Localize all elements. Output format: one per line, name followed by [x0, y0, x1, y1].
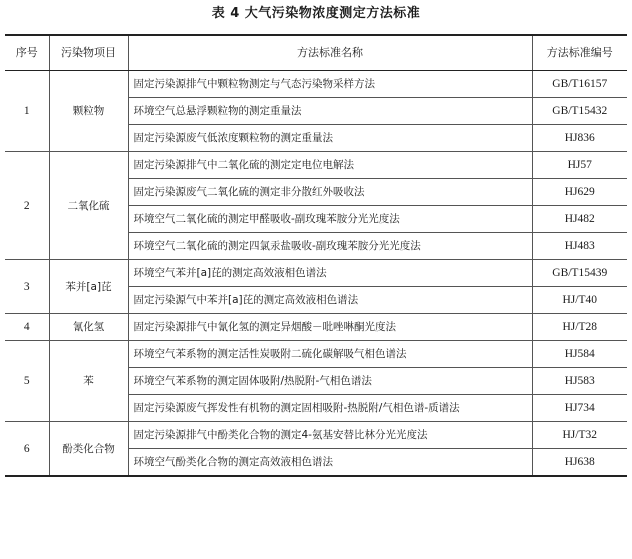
row-method: 环境空气苯并[a]芘的测定高效液相色谱法 [128, 260, 532, 287]
table-header-row [5, 35, 627, 71]
row-method: 固定污染源排气中氰化氢的测定异烟酸－吡唑啉酮光度法 [128, 314, 532, 341]
row-method: 固定污染源排气中酚类化合物的测定4-氨基安替比林分光光度法 [128, 422, 532, 449]
row-code: HJ583 [532, 368, 627, 395]
row-pollutant: 二氧化硫 [49, 152, 128, 260]
row-code: HJ/T28 [532, 314, 627, 341]
row-index: 1 [5, 71, 49, 152]
table-row [5, 341, 627, 368]
row-code: HJ483 [532, 233, 627, 260]
row-code: HJ638 [532, 449, 627, 477]
table-row [5, 260, 627, 287]
table-row [5, 314, 627, 341]
row-code: GB/T16157 [532, 71, 627, 98]
table-row [5, 422, 627, 449]
row-pollutant: 苯 [49, 341, 128, 422]
row-pollutant: 酚类化合物 [49, 422, 128, 477]
row-code: GB/T15439 [532, 260, 627, 287]
row-method: 固定污染源气中苯并[a]芘的测定高效液相色谱法 [128, 287, 532, 314]
row-index: 6 [5, 422, 49, 477]
table-row [5, 152, 627, 179]
header-code: 方法标准编号 [532, 35, 627, 71]
row-pollutant: 颗粒物 [49, 71, 128, 152]
row-method: 环境空气苯系物的测定活性炭吸附二硫化碳解吸气相色谱法 [128, 341, 532, 368]
header-method: 方法标准名称 [128, 35, 532, 71]
row-code: GB/T15432 [532, 98, 627, 125]
row-method: 环境空气二氧化硫的测定甲醛吸收-副玫瑰苯胺分光光度法 [128, 206, 532, 233]
row-index: 4 [5, 314, 49, 341]
table-caption: 表 4 大气污染物浓度测定方法标准 [211, 6, 421, 21]
header-pollutant: 污染物项目 [49, 35, 128, 71]
row-method: 环境空气二氧化硫的测定四氯汞盐吸收-副玫瑰苯胺分光光度法 [128, 233, 532, 260]
row-method: 固定污染源排气中颗粒物测定与气态污染物采样方法 [128, 71, 532, 98]
table-row [5, 71, 627, 98]
row-code: HJ482 [532, 206, 627, 233]
row-method: 固定污染源废气二氧化硫的测定非分散红外吸收法 [128, 179, 532, 206]
row-code: HJ836 [532, 125, 627, 152]
row-method: 固定污染源废气挥发性有机物的测定固相吸附-热脱附/气相色谱-质谱法 [128, 395, 532, 422]
row-pollutant: 苯并[a]芘 [49, 260, 128, 314]
row-code: HJ584 [532, 341, 627, 368]
row-method: 环境空气酚类化合物的测定高效液相色谱法 [128, 449, 532, 477]
row-method: 环境空气苯系物的测定固体吸附/热脱附-气相色谱法 [128, 368, 532, 395]
row-index: 5 [5, 341, 49, 422]
row-code: HJ57 [532, 152, 627, 179]
row-method: 固定污染源排气中二氧化硫的测定定电位电解法 [128, 152, 532, 179]
row-method: 环境空气总悬浮颗粒物的测定重量法 [128, 98, 532, 125]
row-code: HJ/T32 [532, 422, 627, 449]
row-index: 3 [5, 260, 49, 314]
row-pollutant: 氰化氢 [49, 314, 128, 341]
row-code: HJ/T40 [532, 287, 627, 314]
row-index: 2 [5, 152, 49, 260]
row-code: HJ734 [532, 395, 627, 422]
row-method: 固定污染源废气低浓度颗粒物的测定重量法 [128, 125, 532, 152]
row-code: HJ629 [532, 179, 627, 206]
standards-table [5, 34, 627, 477]
header-index: 序号 [5, 35, 49, 71]
